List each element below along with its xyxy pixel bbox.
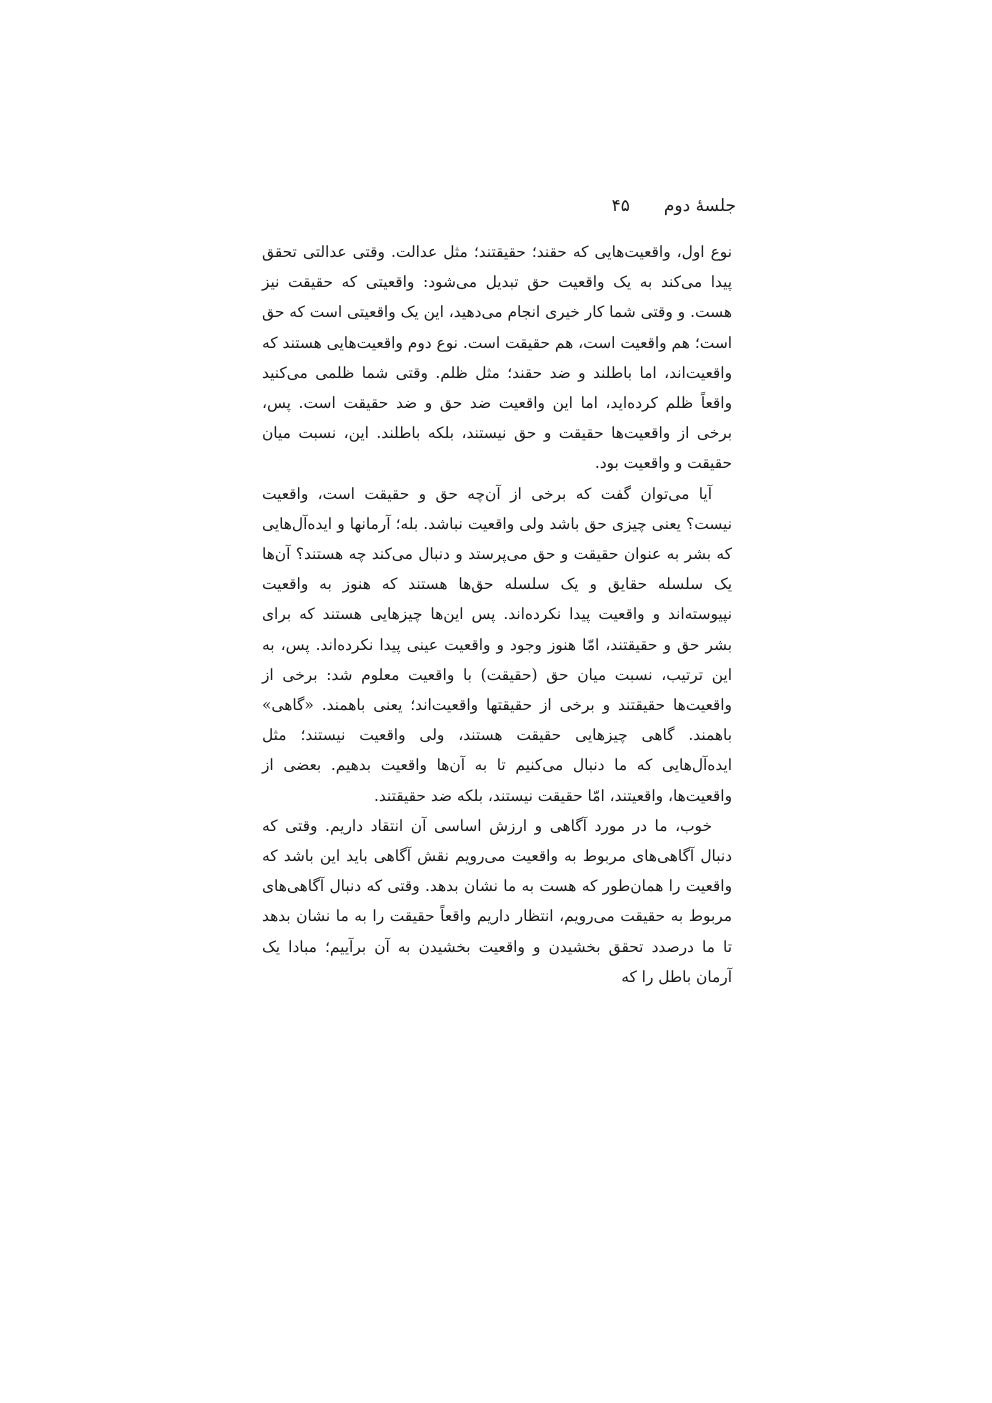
- page-number: ۴۵: [611, 196, 630, 216]
- running-title: جلسهٔ دوم: [663, 196, 736, 216]
- paragraph-3: خوب، ما در مورد آگاهی و ارزش اساسی آن انتقاد داریم. وقتی که دنبال آگاهی‌های مربوط به واقعیت می‌رویم نقش آگاهی باید این باشد که واقعیت را همان‌طور که هست به ما نشان بدهد. وقتی که دنبال آگاهی‌های مربوط به حقیقت می‌رویم، انتظار داریم واقعاً حقیقت را به ما نشان بدهد تا ما درصدد تحقق بخشیدن و واقعیت بخشیدن به آن برآییم؛ مبادا یک آرمان باطل را که: [262, 816, 732, 986]
- paragraph-1: نوع اول، واقعیت‌هایی که حقند؛ حقیقتند؛ مثل عدالت. وقتی عدالتی تحقق پیدا می‌کند به یک واقعیت حق تبدیل می‌شود: واقعیتی که حقیقت نیز هست. و وقتی شما کار خیری انجام می‌دهید، این یک واقعیتی است که حق است؛ هم واقعیت است، هم حقیقت است. نوع دوم واقعیت‌هایی هستند که واقعیت‌اند، اما باطلند و ضد حقند؛ مثل ظلم. وقتی شما ظلمی می‌کنید واقعاً ظلم کرده‌اید، اما این واقعیت ضد حق و ضد حقیقت است. پس، برخی از واقعیت‌ها حقیقت و حق نیستند، بلکه باطلند. این، نسبت میان حقیقت و واقعیت بود.: [262, 243, 732, 473]
- running-header: [612, 196, 736, 216]
- body-text: [262, 237, 732, 992]
- paragraph-2: آیا می‌توان گفت که برخی از آن‌چه حق و حقیقت است، واقعیت نیست؟ یعنی چیزی حق باشد ولی واقعیت نباشد. بله؛ آرمانها و ایده‌آل‌هایی که بشر به عنوان حقیقت و حق می‌پرستد و دنبال می‌کند چه هستند؟ آن‌ها یک سلسله حقایق و یک سلسله حق‌ها هستند که هنوز به واقعیت نپیوسته‌اند و واقعیت پیدا نکرده‌اند. پس این‌ها چیزهایی هستند که برای بشر حق و حقیقتند، امّا هنوز وجود و واقعیت عینی پیدا نکرده‌اند. پس، به این ترتیب، نسبت میان حق (حقیقت) با واقعیت معلوم شد: برخی از واقعیت‌ها حقیقتند و برخی از حقیقتها واقعیت‌اند؛ یعنی باهمند. «گاهی» باهمند. گاهی چیزهایی حقیقت هستند، ولی واقعیت نیستند؛ مثل ایده‌آل‌هایی که ما دنبال می‌کنیم تا به آن‌ها واقعیت بدهیم. بعضی از واقعیت‌ها، واقعیتند، امّا حقیقت نیستند، بلکه ضد حقیقتند.: [262, 484, 732, 805]
